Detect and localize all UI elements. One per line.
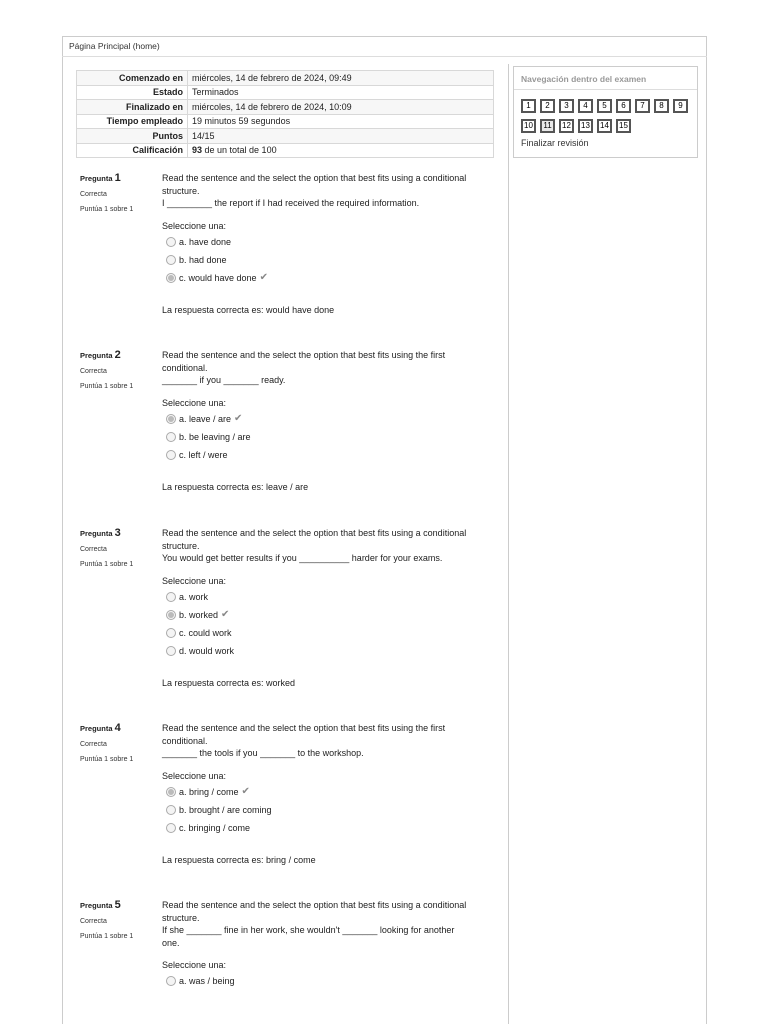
quiz-navigation-title: Navegación dentro del examen bbox=[521, 74, 647, 84]
nav-question-button[interactable]: 9 bbox=[673, 99, 688, 113]
checkmark-icon: ✔ bbox=[241, 786, 250, 797]
summary-value: 14/15 bbox=[188, 129, 494, 144]
question-state: Correcta bbox=[80, 741, 107, 748]
answer-option-label: a. leave / are bbox=[179, 413, 232, 424]
question-state: Correcta bbox=[80, 368, 107, 375]
question-text bbox=[162, 172, 492, 210]
question-text-line: conditional. bbox=[162, 362, 208, 373]
sidebar-divider bbox=[508, 64, 509, 1024]
question-text bbox=[162, 899, 492, 949]
answer-option[interactable] bbox=[166, 449, 228, 461]
question-grade: Puntúa 1 sobre 1 bbox=[80, 206, 134, 213]
nav-question-button[interactable]: 5 bbox=[597, 99, 612, 113]
question-label: Pregunta bbox=[80, 901, 113, 910]
nav-question-button[interactable]: 13 bbox=[578, 119, 593, 133]
question-grade: Puntúa 1 sobre 1 bbox=[80, 561, 134, 568]
question-number-value: 4 bbox=[114, 722, 121, 734]
correct-answer-feedback: La respuesta correcta es: leave / are bbox=[162, 481, 309, 492]
breadcrumb[interactable]: Página Principal (home) bbox=[69, 41, 160, 51]
nav-question-button[interactable]: 10 bbox=[521, 119, 536, 133]
summary-row-time bbox=[77, 114, 494, 129]
question-state: Correcta bbox=[80, 918, 107, 925]
radio-icon[interactable] bbox=[166, 592, 176, 602]
radio-icon[interactable] bbox=[166, 976, 176, 986]
question-text-line: _______ the tools if you _______ to the workshop. bbox=[162, 748, 364, 758]
question-text-line: If she _______ fine in her work, she wouldn't _______ looking for another bbox=[162, 925, 455, 935]
question-grade: Puntúa 1 sobre 1 bbox=[80, 933, 134, 940]
question-number-value: 3 bbox=[114, 527, 121, 539]
answer-option-label: b. brought / are coming bbox=[179, 804, 272, 815]
question-number bbox=[80, 722, 160, 734]
radio-icon[interactable] bbox=[166, 823, 176, 833]
question-text-line: one. bbox=[162, 937, 180, 948]
radio-icon[interactable] bbox=[166, 646, 176, 656]
question-text-line: structure. bbox=[162, 540, 200, 551]
nav-question-button[interactable]: 3 bbox=[559, 99, 574, 113]
answer-option[interactable] bbox=[166, 236, 231, 248]
answer-option-label: c. bringing / come bbox=[179, 822, 251, 833]
answer-option[interactable] bbox=[166, 975, 235, 987]
question-number bbox=[80, 899, 160, 911]
question-number bbox=[80, 527, 160, 539]
select-one-label: Seleccione una: bbox=[162, 960, 227, 970]
summary-label: Finalizado en bbox=[77, 100, 188, 115]
question-number-value: 5 bbox=[114, 899, 121, 911]
radio-icon[interactable] bbox=[166, 805, 176, 815]
summary-value: Terminados bbox=[188, 85, 494, 100]
answer-option[interactable] bbox=[166, 609, 229, 621]
radio-icon[interactable] bbox=[166, 273, 176, 283]
radio-icon[interactable] bbox=[166, 628, 176, 638]
correct-answer-feedback: La respuesta correcta es: worked bbox=[162, 677, 296, 688]
question-label: Pregunta bbox=[80, 724, 113, 733]
question-text-line: You would get better results if you __________ harder for your exams. bbox=[162, 553, 443, 563]
nav-question-button[interactable]: 4 bbox=[578, 99, 593, 113]
answer-option-label: b. be leaving / are bbox=[179, 431, 251, 442]
nav-question-button[interactable]: 15 bbox=[616, 119, 631, 133]
question-grade: Puntúa 1 sobre 1 bbox=[80, 383, 134, 390]
nav-question-button[interactable]: 1 bbox=[521, 99, 536, 113]
answer-option[interactable] bbox=[166, 254, 227, 266]
question-text bbox=[162, 722, 492, 760]
answer-option[interactable] bbox=[166, 822, 250, 834]
radio-icon[interactable] bbox=[166, 255, 176, 265]
question-text-line: structure. bbox=[162, 912, 200, 923]
checkmark-icon: ✔ bbox=[221, 609, 230, 620]
question-label: Pregunta bbox=[80, 351, 113, 360]
question-text-line: Read the sentence and the select the option that best fits using a conditional bbox=[162, 173, 467, 183]
answer-option-label: b. had done bbox=[179, 254, 227, 265]
summary-row-started bbox=[77, 71, 494, 86]
answer-option-label: a. have done bbox=[179, 236, 232, 247]
select-one-label: Seleccione una: bbox=[162, 220, 227, 231]
answer-option-label: c. could work bbox=[179, 627, 232, 638]
summary-value bbox=[188, 143, 494, 158]
select-one-label: Seleccione una: bbox=[162, 770, 227, 781]
question-text-line: Read the sentence and the select the option that best fits using a conditional bbox=[162, 528, 467, 538]
question-text bbox=[162, 349, 492, 387]
question-text-line: _______ if you _______ ready. bbox=[162, 375, 286, 385]
answer-option-label: a. was / being bbox=[179, 976, 235, 986]
summary-label: Estado bbox=[77, 85, 188, 100]
checkmark-icon: ✔ bbox=[259, 272, 268, 283]
question-number-value: 2 bbox=[114, 349, 121, 361]
answer-option[interactable] bbox=[166, 591, 208, 603]
nav-question-button[interactable]: 12 bbox=[559, 119, 574, 133]
radio-icon[interactable] bbox=[166, 432, 176, 442]
radio-icon[interactable] bbox=[166, 237, 176, 247]
question-info bbox=[80, 349, 160, 391]
grade-value: 93 bbox=[192, 145, 203, 156]
breadcrumb-divider bbox=[62, 56, 707, 57]
nav-question-button[interactable]: 2 bbox=[540, 99, 555, 113]
attempt-summary-table bbox=[76, 70, 494, 158]
question-state: Correcta bbox=[80, 191, 107, 198]
answer-option[interactable] bbox=[166, 272, 268, 284]
answer-option[interactable] bbox=[166, 413, 242, 425]
correct-answer-feedback: La respuesta correcta es: bring / come bbox=[162, 854, 316, 865]
question-text-line: I _________ the report if I had received the required information. bbox=[162, 198, 420, 208]
question-state: Correcta bbox=[80, 546, 107, 553]
answer-option[interactable] bbox=[166, 431, 251, 443]
finish-review-link[interactable]: Finalizar revisión bbox=[521, 138, 589, 148]
question-info bbox=[80, 722, 160, 764]
select-one-label: Seleccione una: bbox=[162, 575, 227, 586]
summary-row-points bbox=[77, 129, 494, 144]
radio-icon[interactable] bbox=[166, 450, 176, 460]
question-label: Pregunta bbox=[80, 174, 113, 183]
radio-icon[interactable] bbox=[166, 610, 176, 620]
summary-label: Comenzado en bbox=[77, 71, 188, 86]
question-info bbox=[80, 527, 160, 569]
nav-question-button[interactable]: 7 bbox=[635, 99, 650, 113]
question-text bbox=[162, 527, 492, 565]
answer-option-label: a. work bbox=[179, 591, 209, 602]
question-text-line: structure. bbox=[162, 185, 200, 196]
summary-value: 19 minutos 59 segundos bbox=[188, 114, 494, 129]
answer-option-label: d. would work bbox=[179, 645, 235, 656]
question-number bbox=[80, 172, 160, 184]
checkmark-icon: ✔ bbox=[234, 413, 243, 424]
answer-option-label: c. would have done bbox=[179, 272, 257, 283]
summary-row-grade bbox=[77, 143, 494, 158]
nav-question-button[interactable]: 14 bbox=[597, 119, 612, 133]
summary-value: miércoles, 14 de febrero de 2024, 10:09 bbox=[188, 100, 494, 115]
nav-question-button[interactable]: 11 bbox=[540, 119, 555, 133]
grade-total: de un total de 100 bbox=[202, 145, 277, 156]
summary-label: Calificación bbox=[77, 143, 188, 158]
question-grade: Puntúa 1 sobre 1 bbox=[80, 756, 134, 763]
answer-option[interactable] bbox=[166, 786, 250, 798]
question-info bbox=[80, 172, 160, 214]
answer-option[interactable] bbox=[166, 804, 272, 816]
radio-icon[interactable] bbox=[166, 787, 176, 797]
answer-option[interactable] bbox=[166, 645, 234, 657]
answer-option[interactable] bbox=[166, 627, 232, 639]
radio-icon[interactable] bbox=[166, 414, 176, 424]
question-text-line: Read the sentence and the select the option that best fits using a conditional bbox=[162, 900, 467, 910]
question-number bbox=[80, 349, 160, 361]
answer-option-label: c. left / were bbox=[179, 449, 228, 460]
summary-label: Puntos bbox=[77, 129, 188, 144]
select-one-label: Seleccione una: bbox=[162, 397, 227, 408]
question-text-line: conditional. bbox=[162, 735, 208, 746]
answer-option-label: a. bring / come bbox=[179, 786, 239, 797]
summary-row-finished bbox=[77, 100, 494, 115]
quiz-navigation-block bbox=[513, 66, 698, 158]
question-text-line: Read the sentence and the select the option that best fits using the first bbox=[162, 723, 446, 733]
question-info bbox=[80, 899, 160, 941]
question-number-value: 1 bbox=[114, 172, 121, 184]
summary-row-state bbox=[77, 85, 494, 100]
question-text-line: Read the sentence and the select the option that best fits using the first bbox=[162, 350, 446, 360]
nav-question-button[interactable]: 8 bbox=[654, 99, 669, 113]
quiz-navigation-divider bbox=[514, 89, 697, 90]
correct-answer-feedback: La respuesta correcta es: would have done bbox=[162, 304, 335, 315]
question-label: Pregunta bbox=[80, 529, 113, 538]
nav-question-button[interactable]: 6 bbox=[616, 99, 631, 113]
summary-label: Tiempo empleado bbox=[77, 114, 188, 129]
summary-value: miércoles, 14 de febrero de 2024, 09:49 bbox=[188, 71, 494, 86]
answer-option-label: b. worked bbox=[179, 609, 219, 620]
